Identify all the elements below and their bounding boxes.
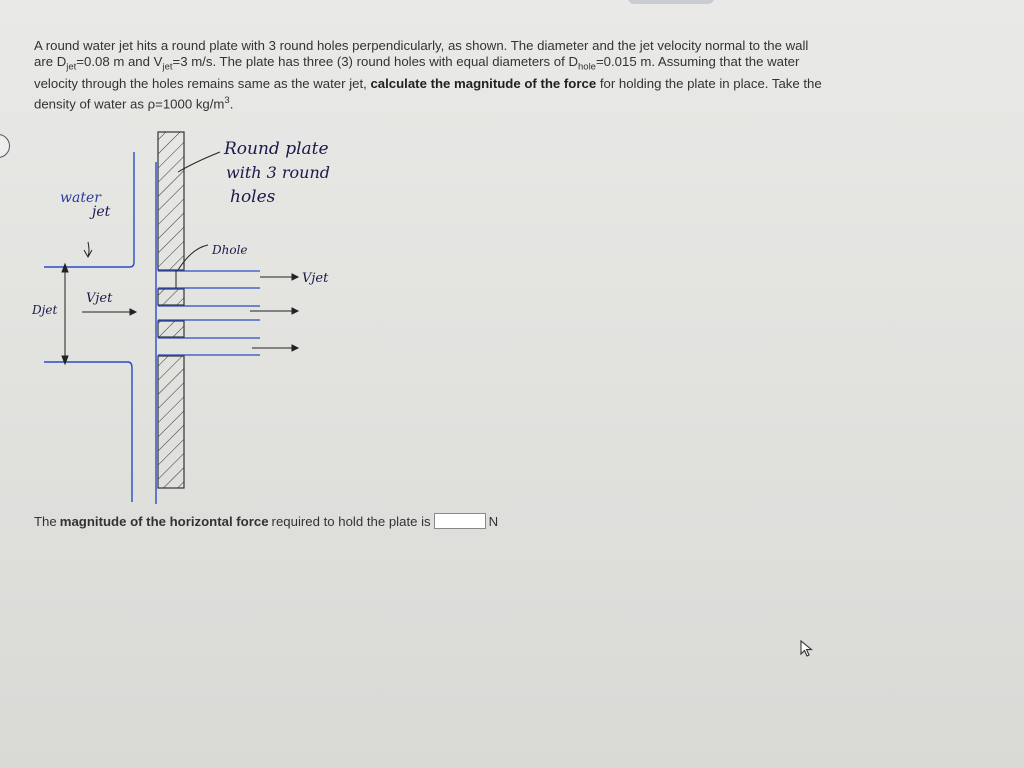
jet-plate-diagram bbox=[30, 112, 380, 512]
djet-dimension bbox=[62, 264, 68, 364]
plate-block-2 bbox=[158, 321, 184, 337]
djet-label: Djet bbox=[32, 303, 58, 317]
problem-line-4: density of water as ρ=1000 $kg/m^3$. bbox=[34, 94, 234, 112]
water-jet-arrow bbox=[84, 242, 92, 257]
plate-block-1 bbox=[158, 289, 184, 305]
problem-statement bbox=[34, 38, 884, 113]
plate-label-line-3: holes bbox=[230, 187, 276, 207]
plate-label-line-1: Round plate bbox=[224, 139, 329, 159]
vjet-out-label: Vjet bbox=[302, 271, 329, 286]
problem-line-2: are $D_{jet}=0.08$ m and $V_{jet}=3$ m/s. The plate has three (3) round holes with equal diameters of $D_{hole}=0.015$ m. Assuming that the water bbox=[34, 54, 800, 74]
outlet-arrows bbox=[250, 274, 298, 351]
problem-line-3: velocity through the holes remains same as the water jet, calculate the magnitude of the force for holding the plate in place. Take the bbox=[34, 76, 822, 92]
unit-label: N bbox=[488, 513, 499, 529]
answer-row: The magnitude of the horizontal force required to hold the plate is N bbox=[34, 513, 499, 529]
top-tab bbox=[628, 0, 714, 4]
mouse-cursor-icon bbox=[800, 640, 814, 658]
dhole-label: Dhole bbox=[212, 243, 248, 257]
hole-streams bbox=[158, 271, 260, 355]
water-label: water bbox=[60, 190, 101, 206]
inlet-arrow bbox=[82, 309, 136, 315]
jet-lower-boundary bbox=[44, 362, 132, 502]
problem-line-1: A round water jet hits a round plate with 3 round holes perpendicularly, as shown. The diameter and the jet velocity normal to the wall bbox=[34, 38, 809, 53]
vjet-in-label: Vjet bbox=[86, 291, 113, 306]
force-answer-input[interactable] bbox=[434, 513, 486, 529]
sidebar-toggle-button[interactable] bbox=[0, 134, 10, 158]
plate-label-line-2: with 3 round bbox=[226, 163, 331, 182]
plate-lower-section bbox=[158, 356, 184, 488]
jet-label: jet bbox=[92, 204, 111, 220]
plate-upper-section bbox=[158, 132, 184, 270]
